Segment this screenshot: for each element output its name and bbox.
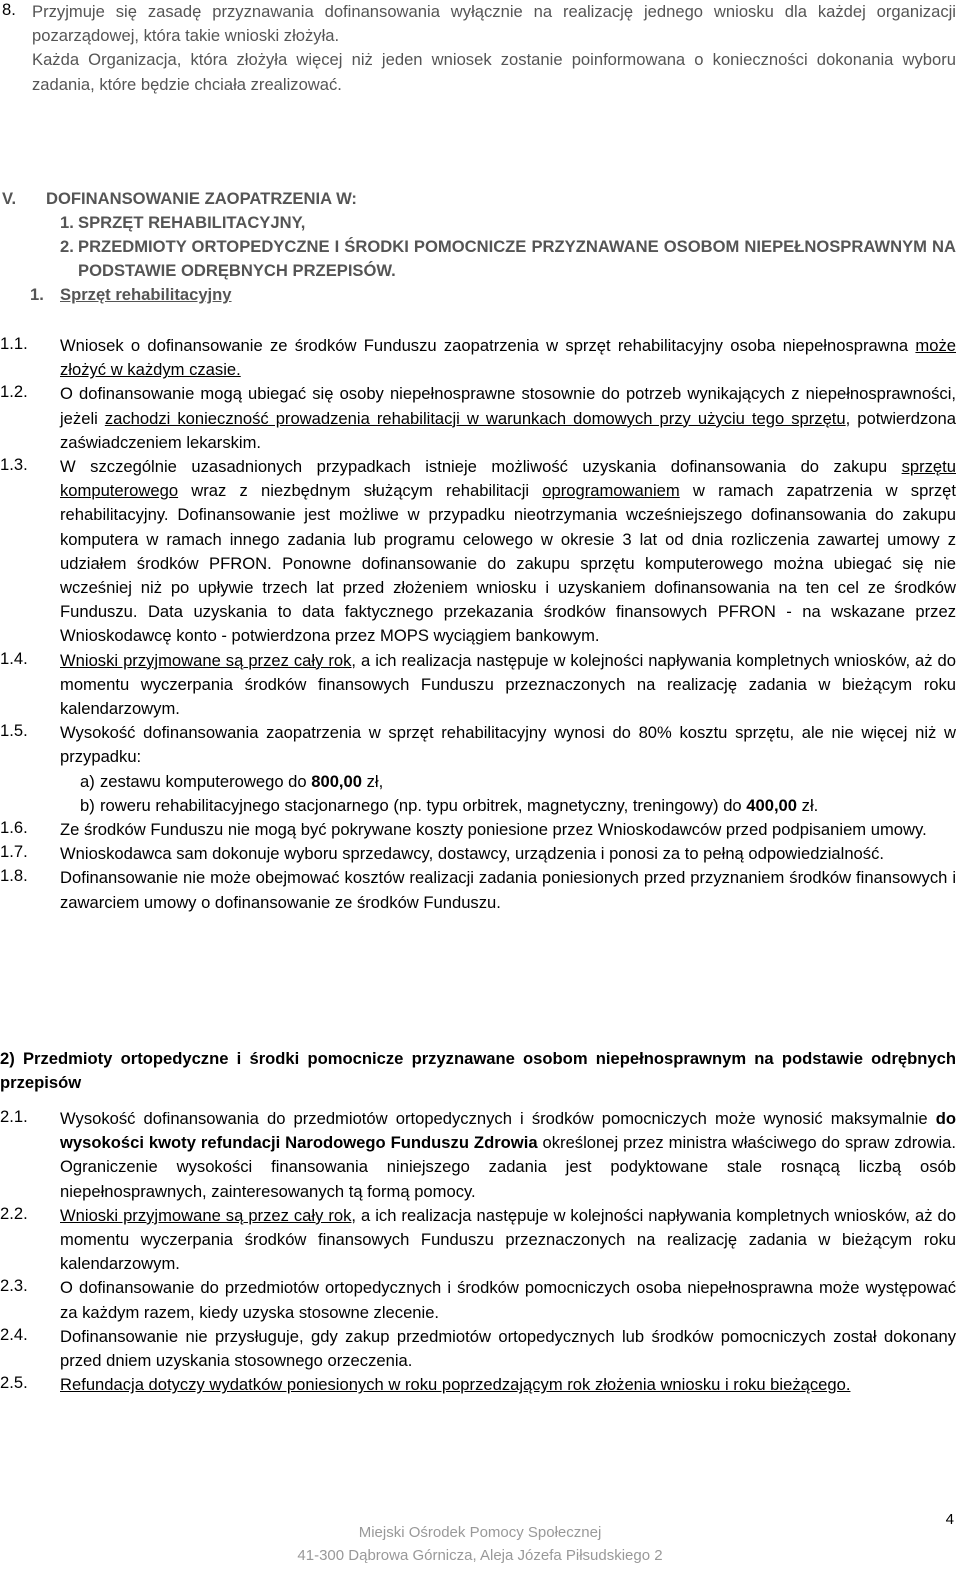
paragraph-1-6 [0, 818, 956, 842]
list-item [60, 770, 956, 794]
paragraph-2-3 [0, 1276, 956, 1324]
part2-heading: 2) Przedmioty ortopedyczne i środki pomocnicze przyznawane osobom niepełnosprawnym na podstawie odrębnych przepisów [0, 1049, 956, 1093]
amount: 800,00 [311, 771, 362, 791]
list-text: roweru rehabilitacyjnego stacjonarnego (np. typu orbitrek, magnetyczny, treningowy) do [100, 795, 747, 815]
paragraph-2-1 [0, 1107, 956, 1204]
paragraph-number: 1.8. [0, 866, 28, 886]
intro-item [0, 0, 956, 97]
footer-line-2: 41-300 Dąbrowa Górnicza, Aleja Józefa Piłsudskiego 2 [297, 1547, 663, 1564]
part1-paragraphs [0, 334, 956, 915]
bold-text: do wysokości kwoty refundacji Narodowego Funduszu Zdrowia [60, 1109, 956, 1153]
paragraph-text: Wysokość dofinansowania do przedmiotów ortopedycznych i środków pomocniczych może wynosić maksymalnie [60, 1109, 936, 1128]
intro-line-2: Każda Organizacja, która złożyła więcej niż jeden wniosek zostanie poinformowana o konieczności dokonania wyboru zadania, które będzie chciała zrealizować. [32, 50, 956, 94]
underlined-text: sprzętu komputerowego [60, 457, 956, 501]
section-item-number: 2. [60, 237, 74, 256]
list-text: zestawu komputerowego do [100, 771, 312, 791]
section-item-text: SPRZĘT REHABILITACYJNY, [78, 213, 306, 232]
paragraph-1-5 [0, 721, 956, 818]
list-text: zł. [797, 795, 819, 815]
list-label: b) [80, 795, 95, 815]
paragraph-1-1 [0, 334, 956, 382]
paragraph-text: O dofinansowanie mogą ubiegać się osoby niepełnosprawne stosownie do potrzeb wynikających z niepełnosprawności, jeżeli [60, 384, 956, 428]
paragraph-1-3 [0, 455, 956, 649]
paragraph-text: O dofinansowanie do przedmiotów ortopedycznych i środków pomocniczych osoba niepełnosprawna może występować za każdym razem, kiedy uzyska stosowne zlecenie. [60, 1278, 956, 1322]
underlined-text: może złożyć w każdym czasie. [60, 336, 956, 380]
paragraph-1-7 [0, 842, 956, 866]
paragraph-number: 2.5. [0, 1373, 28, 1393]
paragraph-number: 1.3. [0, 455, 28, 475]
page-number: 4 [945, 1511, 954, 1528]
underlined-text: oprogramowaniem [542, 481, 680, 501]
paragraph-text: a ich realizacja następuje w kolejności napływania kompletnych wniosków, aż do momentu wyczerpania środków finansowych Funduszu przeznaczonych na realizację zadania w bieżącym roku kalendarzowym. [60, 650, 957, 719]
paragraph-number: 2.1. [0, 1107, 28, 1126]
section-roman: V. [2, 189, 17, 208]
subsection-number: 1. [30, 285, 44, 304]
paragraph-text: Dofinansowanie nie przysługuje, gdy zakup przedmiotów ortopedycznych lub środków pomocniczych został dokonany przed dniem uzyskania stosownego orzeczenia. [60, 1326, 956, 1371]
paragraph-number: 2.3. [0, 1276, 28, 1296]
paragraph-number: 1.6. [0, 818, 28, 838]
paragraph-number: 2.4. [0, 1324, 28, 1344]
amount: 400,00 [746, 795, 798, 815]
paragraph-2-4 [0, 1325, 956, 1373]
paragraph-text: wraz z niezbędnym służącym rehabilitacji [178, 481, 543, 501]
paragraph-text: , a ich realizacja następuje w kolejności napływania kompletnych wniosków, aż do momentu wyczerpania środków finansowych Funduszu przeznaczonych na realizację zadania w bieżącym roku kalendarzowym. [60, 1205, 956, 1274]
paragraph-text: Wniosek o dofinansowanie ze środków Funduszu zaopatrzenia w sprzęt rehabilitacyjny osoba niepełnosprawna [60, 336, 916, 355]
list-item [60, 794, 956, 818]
underlined-text: Refundacja dotyczy wydatków poniesionych w roku poprzedzającym rok złożenia wniosku i roku bieżącego. [60, 1375, 851, 1395]
section-heading [0, 187, 956, 307]
paragraph-number: 1.7. [0, 842, 28, 862]
paragraph-1-4 [0, 649, 956, 722]
paragraph-text: Ze środków Funduszu nie mogą być pokrywane koszty poniesione przez Wnioskodawców przed podpisaniem umowy. [60, 820, 927, 840]
part2-section [0, 1047, 956, 1095]
section-item-number: 1. [60, 213, 74, 232]
intro-text [32, 0, 956, 97]
section-item-text: PRZEDMIOTY ORTOPEDYCZNE I ŚRODKI POMOCNICZE PRZYZNAWANE OSOBOM NIEPEŁNOSPRAWNYM NA PODSTAWIE ODRĘBNYCH PRZEPISÓW. [78, 237, 956, 280]
paragraph-text: W szczególnie uzasadnionych przypadkach istnieje możliwość uzyskania dofinansowania do zakupu [60, 457, 902, 477]
underlined-text: Wnioski przyjmowane są przez cały rok [60, 1205, 352, 1225]
list-text: zł, [362, 771, 384, 791]
part2-paragraphs [0, 1107, 956, 1397]
paragraph-text: Wysokość dofinansowania zaopatrzenia w sprzęt rehabilitacyjny wynosi do 80% kosztu sprzętu, ale nie więcej niż w przypadku: [60, 723, 956, 767]
intro-line-1: Przyjmuje się zasadę przyznawania dofinansowania wyłącznie na realizację jednego wniosku dla każdej organizacji pozarządowej, która takie wnioski złożyła. [32, 2, 956, 46]
paragraph-number: 1.5. [0, 721, 28, 741]
paragraph-text: w ramach zapatrzenia w sprzęt rehabilitacyjny. Dofinansowanie jest możliwe w przypadku nieotrzymania wcześniejszego dofinansowania do zakupu komputera w ramach innego zadania lub programu celowego w okresie 3 lat od dnia rozliczenia zawartej umowy z udziałem środków PFRON. Ponowne dofinansowanie do zakupu sprzętu komputerowego można ubiegać się nie wcześniej niż po upływie trzech lat przed złożeniem wniosku i uzyskaniem dofinansowania na ten cel ze środków Funduszu. Data uzyskania to data faktycznego przekazania środków finansowych PFRON - na wskazane przez Wnioskodawcę konto - potwierdzona przez MOPS wyciągiem bankowym. [60, 481, 956, 646]
paragraph-number: 2.2. [0, 1203, 28, 1223]
subsection-title: Sprzęt rehabilitacyjny [60, 285, 232, 304]
section-title: DOFINANSOWANIE ZAOPATRZENIA W: [46, 189, 357, 208]
paragraph-2-5 [0, 1373, 956, 1397]
footer-line-1: Miejski Ośrodek Pomocy Społecznej [358, 1524, 602, 1541]
paragraph-1-2 [0, 382, 956, 455]
paragraph-text: Wnioskodawca sam dokonuje wyboru sprzedawcy, dostawcy, urządzenia i ponosi za to pełną odpowiedzialność. [60, 844, 884, 864]
list-label: a) [80, 771, 95, 791]
paragraph-text: Dofinansowanie nie może obejmować kosztów realizacji zadania poniesionych przed przyznaniem środków finansowych i zawarciem umowy o dofinansowanie ze środków Funduszu. [60, 868, 956, 912]
paragraph-text: określonej przez ministra właściwego do spraw zdrowia. Ograniczenie wysokości finansowania niniejszego zadania jest podyktowane stale rosnącą liczbą osób niepełnosprawnych, zainteresowanych tą formą pomocy. [60, 1133, 956, 1201]
underlined-text: zachodzi konieczność prowadzenia rehabilitacji w warunkach domowych przy użyciu tego sprzętu [104, 408, 846, 428]
underlined-text: Wnioski przyjmowane są przez cały rok, [60, 650, 357, 670]
paragraph-number: 1.4. [0, 648, 28, 668]
paragraph-1-8 [0, 866, 956, 914]
paragraph-text: , potwierdzona zaświadczeniem lekarskim. [60, 408, 956, 452]
paragraph-number: 1.2. [0, 382, 28, 402]
item-number: 8. [2, 0, 16, 19]
paragraph-2-2 [0, 1204, 956, 1277]
paragraph-number: 1.1. [0, 334, 28, 353]
